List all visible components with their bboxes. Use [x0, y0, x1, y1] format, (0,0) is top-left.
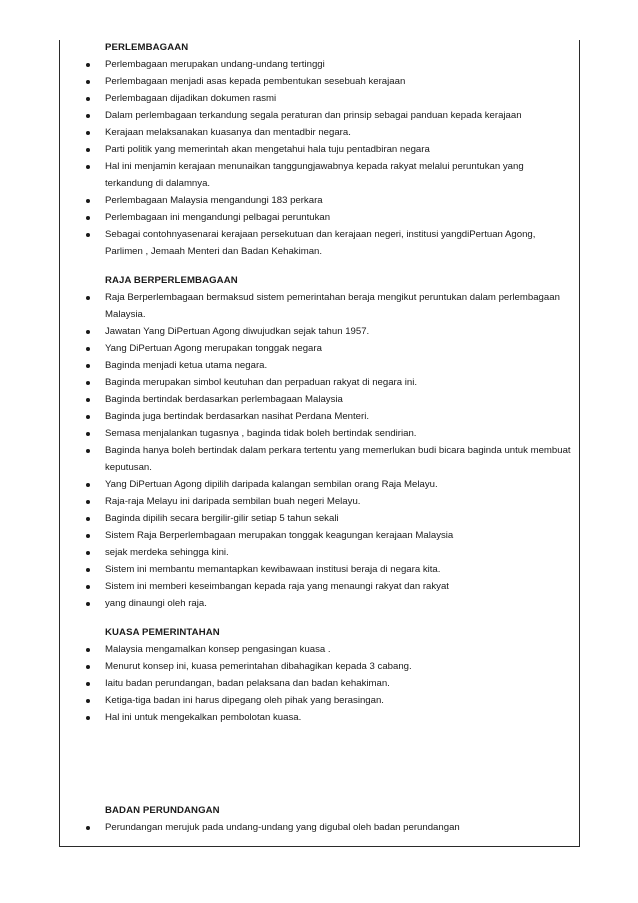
bullet-icon — [86, 381, 90, 385]
list-item-text: Yang DiPertuan Agong merupakan tonggak negara — [105, 343, 322, 354]
list-item-text: Malaysia mengamalkan konsep pengasingan kuasa . — [105, 644, 331, 655]
spacer — [59, 260, 580, 273]
list-item — [59, 226, 580, 260]
list-item — [59, 391, 580, 408]
list-item — [59, 425, 580, 442]
list-item — [59, 544, 580, 561]
list-item-text: Perlembagaan menjadi asas kepada pembentukan sesebuah kerajaan — [105, 76, 406, 87]
bullet-icon — [86, 296, 90, 300]
bullet-icon — [86, 534, 90, 538]
list-item-text: Perlembagaan Malaysia mengandungi 183 perkara — [105, 195, 323, 206]
section-heading: BADAN PERUNDANGAN — [105, 805, 220, 816]
list-item-text: Baginda juga bertindak berdasarkan nasihat Perdana Menteri. — [105, 411, 370, 422]
section-heading: PERLEMBAGAAN — [105, 42, 189, 53]
list-item-text: yang dinaungi oleh raja. — [105, 598, 207, 609]
list-item-text: Baginda merupakan simbol keutuhan dan perpaduan rakyat di negara ini. — [105, 377, 418, 388]
bullet-icon — [86, 500, 90, 504]
list-item-text: Raja Berperlembagaan bermaksud sistem pemerintahan beraja mengikut peruntukan dalam perlembagaan Malaysia. — [105, 292, 560, 320]
list-item — [59, 527, 580, 544]
list-item-text: Sistem ini memberi keseimbangan kepada raja yang menaungi rakyat dan rakyat — [105, 581, 449, 592]
bullet-list — [59, 289, 580, 612]
bullet-icon — [86, 648, 90, 652]
spacer — [59, 726, 580, 803]
list-item — [59, 124, 580, 141]
list-item-text: Iaitu badan perundangan, badan pelaksana dan badan kehakiman. — [105, 678, 390, 689]
list-item — [59, 476, 580, 493]
bullet-icon — [86, 330, 90, 334]
list-item-text: Sistem ini membantu memantapkan kewibawaan institusi beraja di negara kita. — [105, 564, 441, 575]
bullet-icon — [86, 216, 90, 220]
bullet-icon — [86, 699, 90, 703]
bullet-icon — [86, 364, 90, 368]
list-item — [59, 107, 580, 124]
list-item-text: Semasa menjalankan tugasnya , baginda tidak boleh bertindak sendirian. — [105, 428, 417, 439]
bullet-list — [59, 819, 580, 836]
list-item-text: Dalam perlembagaan terkandung segala peraturan dan prinsip sebagai panduan kepada kerajaan — [105, 110, 522, 121]
list-item — [59, 73, 580, 90]
bullet-icon — [86, 148, 90, 152]
bullet-icon — [86, 449, 90, 453]
list-item-text: Yang DiPertuan Agong dipilih daripada kalangan sembilan orang Raja Melayu. — [105, 479, 438, 490]
bullet-icon — [86, 63, 90, 67]
list-item — [59, 442, 580, 476]
document-body — [59, 40, 580, 836]
section-kuasa-pemerintahan — [59, 625, 580, 726]
list-item — [59, 658, 580, 675]
bullet-icon — [86, 199, 90, 203]
list-item-text: Parti politik yang memerintah akan mengetahui hala tuju pentadbiran negara — [105, 144, 430, 155]
bullet-icon — [86, 432, 90, 436]
list-item — [59, 374, 580, 391]
bullet-icon — [86, 347, 90, 351]
list-item — [59, 192, 580, 209]
list-item — [59, 56, 580, 73]
bullet-icon — [86, 97, 90, 101]
list-item — [59, 641, 580, 658]
list-item — [59, 692, 580, 709]
list-item-text: Jawatan Yang DiPertuan Agong diwujudkan sejak tahun 1957. — [105, 326, 370, 337]
bullet-icon — [86, 415, 90, 419]
list-item — [59, 340, 580, 357]
list-item-text: sejak merdeka sehingga kini. — [105, 547, 229, 558]
list-item — [59, 141, 580, 158]
list-item-text: Sebagai contohnyasenarai kerajaan persekutuan dan kerajaan negeri, institusi yangdiPertuan Agong, Parlimen , Jemaah Menteri dan Badan Kehakiman. — [105, 229, 536, 257]
bullet-icon — [86, 80, 90, 84]
list-item-text: Raja-raja Melayu ini daripada sembilan buah negeri Melayu. — [105, 496, 361, 507]
list-item-text: Kerajaan melaksanakan kuasanya dan mentadbir negara. — [105, 127, 351, 138]
list-item — [59, 578, 580, 595]
bullet-icon — [86, 551, 90, 555]
bullet-icon — [86, 131, 90, 135]
bullet-icon — [86, 165, 90, 169]
bullet-icon — [86, 233, 90, 237]
list-item — [59, 561, 580, 578]
list-item — [59, 493, 580, 510]
bullet-list — [59, 641, 580, 726]
list-item-text: Baginda hanya boleh bertindak dalam perkara tertentu yang memerlukan budi bicara baginda untuk membuat keputusan. — [105, 445, 571, 473]
list-item — [59, 675, 580, 692]
bullet-icon — [86, 585, 90, 589]
bullet-icon — [86, 716, 90, 720]
list-item-text: Baginda dipilih secara bergilir-gilir setiap 5 tahun sekali — [105, 513, 339, 524]
section-perlembagaan — [59, 40, 580, 260]
list-item — [59, 209, 580, 226]
list-item — [59, 819, 580, 836]
list-item-text: Baginda bertindak berdasarkan perlembagaan Malaysia — [105, 394, 343, 405]
list-item-text: Sistem Raja Berperlembagaan merupakan tonggak keagungan kerajaan Malaysia — [105, 530, 454, 541]
list-item-text: Perlembagaan ini mengandungi pelbagai peruntukan — [105, 212, 331, 223]
list-item-text: Menurut konsep ini, kuasa pemerintahan dibahagikan kepada 3 cabang. — [105, 661, 412, 672]
list-item — [59, 158, 580, 192]
list-item — [59, 709, 580, 726]
section-raja-berperlembagaan — [59, 273, 580, 612]
list-item — [59, 595, 580, 612]
bullet-icon — [86, 398, 90, 402]
list-item-text: Ketiga-tiga badan ini harus dipegang oleh pihak yang berasingan. — [105, 695, 384, 706]
list-item — [59, 90, 580, 107]
bullet-icon — [86, 517, 90, 521]
spacer — [59, 612, 580, 625]
section-heading: KUASA PEMERINTAHAN — [105, 627, 220, 638]
list-item — [59, 323, 580, 340]
bullet-icon — [86, 826, 90, 830]
bullet-icon — [86, 114, 90, 118]
bullet-icon — [86, 568, 90, 572]
list-item-text: Hal ini menjamin kerajaan menunaikan tanggungjawabnya kepada rakyat melalui peruntukan yang terkandung di dalamnya. — [105, 161, 524, 189]
list-item-text: Hal ini untuk mengekalkan pembolotan kuasa. — [105, 712, 302, 723]
list-item — [59, 510, 580, 527]
list-item-text: Perlembagaan dijadikan dokumen rasmi — [105, 93, 277, 104]
bullet-list — [59, 56, 580, 260]
list-item — [59, 289, 580, 323]
bullet-icon — [86, 682, 90, 686]
bullet-icon — [86, 665, 90, 669]
list-item — [59, 408, 580, 425]
list-item-text: Baginda menjadi ketua utama negara. — [105, 360, 268, 371]
list-item-text: Perundangan merujuk pada undang-undang yang digubal oleh badan perundangan — [105, 822, 460, 833]
list-item-text: Perlembagaan merupakan undang-undang tertinggi — [105, 59, 325, 70]
section-heading: RAJA BERPERLEMBAGAAN — [105, 275, 238, 286]
section-badan-perundangan — [59, 803, 580, 836]
bullet-icon — [86, 483, 90, 487]
bullet-icon — [86, 602, 90, 606]
list-item — [59, 357, 580, 374]
